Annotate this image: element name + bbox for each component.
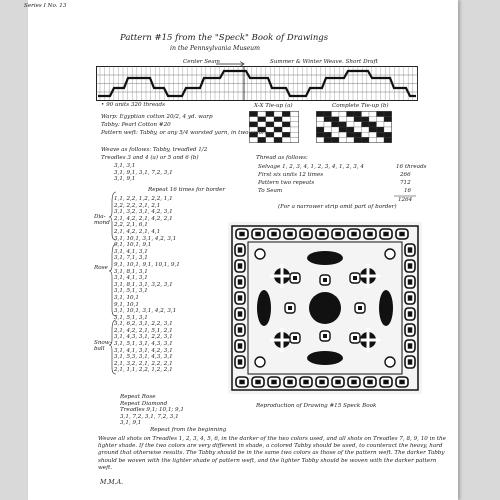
- initials: M.M.A.: [100, 479, 124, 486]
- threading-note: (For a narrower strip omit part of border): [278, 204, 397, 210]
- section-label-diamond: Dia- mond: [94, 214, 110, 226]
- coverlet-reproduction: [228, 222, 422, 394]
- pattern-line: 9,1, 10,1, 9,1, 10,1, 9,1: [114, 261, 180, 268]
- pattern-line: 3,1, 4,1, 3,1: [114, 275, 148, 282]
- pattern-line: 3,1, 7,2, 3,1, 7,2, 3,1: [120, 413, 179, 420]
- pattern-line: 3,1, 9,1: [120, 420, 142, 427]
- pattern-line: 9,1, 10,1: [114, 301, 139, 308]
- pattern-line: 2,1, 1,1, 2,2, 1,2, 2,1: [114, 367, 173, 374]
- pattern-line: 2,1, 4,2, 2,1, 4,1: [114, 228, 161, 235]
- threading-row-label: To Seam: [258, 188, 283, 194]
- pattern-line: 3,1, 4,1, 3,1: [114, 248, 148, 255]
- short-draft: [96, 66, 418, 102]
- pattern-line: 2,1, 3,2, 2,1, 2,2, 2,1: [114, 360, 173, 367]
- pattern-line: 2,1, 4,2, 2,1, 4,2, 2,1: [114, 215, 173, 222]
- threading-title: Thread as follows:: [256, 155, 308, 161]
- document-page: [24, 0, 458, 500]
- pattern-line: 3,1, 10,1, 3,1, 4,2, 3,1: [114, 235, 177, 242]
- weave-type-label: Summer & Winter Weave. Short Draft: [270, 59, 378, 65]
- pattern-lines-end: [120, 394, 226, 434]
- pattern-line: 3,1, 3,2, 3,1, 4,2, 3,1: [114, 209, 173, 216]
- seam-arrow: [178, 60, 248, 68]
- pattern-line: 3,1, 5,1, 3,1: [114, 288, 148, 295]
- series-label: Series I No. 13: [24, 3, 67, 9]
- complete-tieup-label: Complete Tie-up (b): [332, 103, 389, 109]
- threading-row-value: 16 threads: [396, 164, 427, 170]
- threading-row-label: Pattern two repeats: [258, 180, 315, 186]
- pattern-line: 3,1, 8,1, 3,1: [114, 268, 148, 275]
- footnote: Weave all shots on Treadles 1, 2, 3, 4, 5, 6, in the darker of the two colors used, and all shots on Treadles 7, 8, 9, 10 in the lighter shade. If the two colors are very different in shade, a colored Tabby should be used, to counteract the heavy, hard ground that otherwise results. The Tabby should be in the same two colors as those of the pattern weft. The darker Tabby should be woven with the lighter shade of pattern weft, and the lighter Tabby should be woven with the darker pattern weft.: [98, 436, 446, 471]
- pattern-line: 3,1, 9,1, 3,1, 7,2, 3,1: [114, 169, 173, 176]
- pattern-lines: [114, 196, 180, 374]
- pattern-line: Repeat Rose: [120, 394, 156, 400]
- page-title: Pattern #15 from the "Speck" Book of Drawings: [120, 33, 329, 43]
- complete-tieup-grid: [316, 111, 392, 143]
- pattern-line: Repeat from the beginning: [150, 426, 227, 433]
- pattern-line: 3,1, 5,3, 3,1, 4,3, 3,1: [114, 354, 173, 361]
- pattern-line: 3,1, 3,1: [114, 163, 136, 169]
- weave-intro: Weave as follows: Tabby, treadled 1/2: [101, 147, 208, 153]
- section-label-snowball: Snow- ball: [94, 340, 112, 352]
- materials-warp: Warp: Egyptian cotton 20/2, 4 yd. warp: [101, 114, 213, 120]
- threading-row-value: 16: [404, 188, 412, 194]
- pattern-line: 3,1, 10,1: [114, 294, 139, 301]
- xx-tieup-label: X-X Tie-up (a): [254, 103, 293, 109]
- materials-tabby: Tabby: Pearl Cotton #20: [101, 122, 171, 128]
- xx-tieup-grid: [249, 111, 299, 143]
- pattern-line: 9,1, 10,1, 9,1: [114, 242, 152, 249]
- pattern-line: Repeat Diamond: [120, 400, 168, 407]
- pattern-line: 3,1, 4,3, 3,1, 2,2, 3,1: [114, 334, 173, 341]
- threading-row-value: 266: [400, 172, 411, 178]
- pattern-line: 1,1, 2,2, 1,2, 2,2, 1,1: [114, 196, 173, 202]
- pattern-line: 3,1, 7,1, 3,1: [114, 255, 148, 262]
- pattern-line: Treadles 9,1; 10,1; 9,1: [120, 407, 184, 414]
- pattern-line: 2,2, 2,2, 2,1, 2,1: [114, 202, 161, 209]
- materials-pattern: Pattern weft: Tabby, or any 5/4 worsted yarn, in two colors: [101, 130, 268, 136]
- pattern-line: 3,1, 4,1, 3,1, 4,2, 3,1: [114, 347, 173, 354]
- page-subtitle: in the Pennsylvania Museum: [170, 45, 261, 52]
- threading-row-value: 712: [400, 180, 411, 186]
- pattern-line: 3,1, 8,1, 3,1, 3,2, 3,1: [114, 281, 173, 288]
- pattern-line: 3,1, 9,1: [114, 176, 136, 183]
- threading-row-label: First six units 12 times: [258, 172, 324, 178]
- pattern-line: 2,1, 4,2, 2,1, 5,1, 2,1: [114, 327, 173, 334]
- pattern-lines-top: [114, 163, 173, 183]
- pattern-line: 3,1, 6,2, 3,1, 2,2, 3,1: [114, 321, 173, 328]
- figure-caption: Reproduction of Drawing #15 Speck Book: [256, 403, 377, 409]
- center-seam-label: Center Seam: [183, 59, 220, 65]
- treadle-header: Treadles 3 and 4 (a) or 5 and 6 (b): [101, 155, 199, 161]
- pattern-line: 3,1, 5,1, 3,1: [114, 314, 148, 321]
- threading-row-label: Selvage 1, 2, 3, 4, 1, 2, 3, 4, 1, 2, 3, 4: [258, 164, 364, 170]
- pattern-line: 3,1, 10,1, 3,1, 4,2, 3,1: [114, 308, 177, 315]
- section-label-rose: Rose: [94, 265, 108, 271]
- pattern-line: 2,2, 2,1, 6,1: [114, 222, 148, 229]
- draft-total: • 90 units 320 threads: [101, 102, 165, 108]
- repeat-border-note: Repeat 16 times for border: [148, 187, 226, 193]
- pattern-line: 3,1, 5,1, 3,1, 4,3, 3,1: [114, 341, 173, 348]
- threading-total: 1264: [398, 197, 413, 203]
